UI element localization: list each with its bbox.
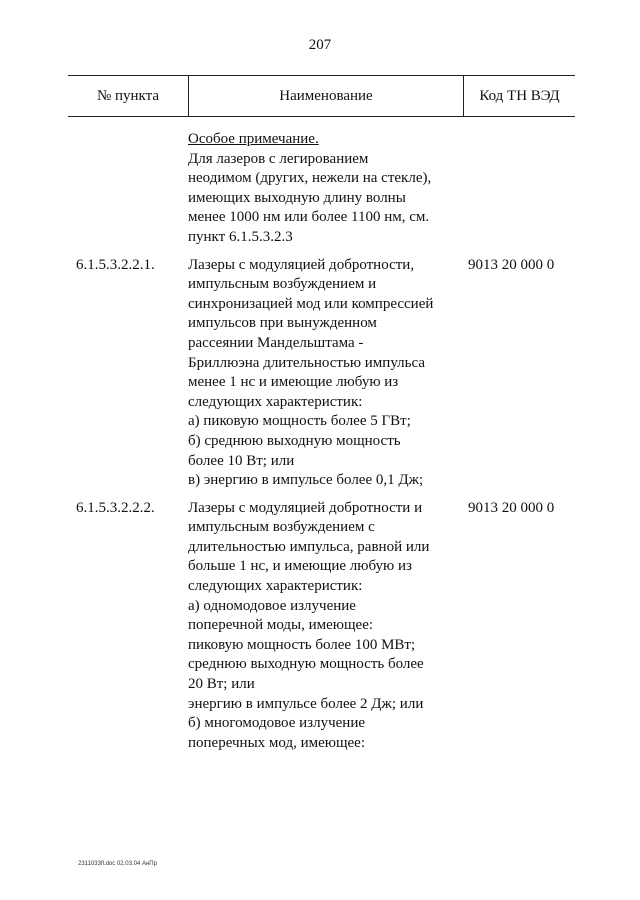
description-line: следующих характеристик: bbox=[188, 393, 363, 410]
note-line: Для лазеров с легированием bbox=[188, 150, 369, 167]
item-code: 9013 20 000 0 bbox=[468, 499, 555, 516]
description-line: б) многомодовое излучение bbox=[188, 715, 366, 732]
description-line: поперечной моды, имеющее: bbox=[188, 617, 374, 634]
special-note bbox=[188, 130, 478, 248]
description-line: следующих характеристик: bbox=[188, 578, 363, 595]
description-line: в) энергию в импульсе более 0,1 Дж; bbox=[188, 472, 424, 489]
table-row bbox=[0, 499, 640, 754]
note-line: имеющих выходную длину волны bbox=[188, 189, 406, 206]
document-body bbox=[0, 130, 640, 753]
header-name: Наименование bbox=[279, 88, 373, 104]
header-item-number: № пункта bbox=[96, 88, 160, 104]
description-line: импульсным возбуждением с bbox=[188, 519, 375, 536]
page-number: 207 bbox=[308, 37, 332, 53]
description-line: среднюю выходную мощность более bbox=[188, 656, 424, 673]
table-row bbox=[0, 256, 640, 491]
item-description bbox=[188, 499, 463, 754]
note-line: неодимом (других, нежели на стекле), bbox=[188, 170, 432, 187]
note-line: менее 1000 нм или более 1100 нм, см. bbox=[188, 209, 430, 226]
description-line: Лазеры с модуляцией добротности, bbox=[188, 256, 415, 273]
description-line: импульсов при вынужденном bbox=[188, 315, 377, 332]
document-footer: 2311033fl.doc 02.03.04 АнПр bbox=[78, 861, 157, 867]
table-header bbox=[68, 75, 575, 117]
item-description bbox=[188, 256, 463, 491]
description-line: импульсным возбуждением и bbox=[188, 276, 377, 293]
header-code: Код ТН ВЭД bbox=[479, 88, 560, 104]
description-line: пиковую мощность более 100 МВт; bbox=[188, 636, 416, 653]
description-line: 20 Вт; или bbox=[188, 676, 255, 693]
description-line: а) пиковую мощность более 5 ГВт; bbox=[188, 413, 411, 430]
description-line: рассеянии Мандельштама - bbox=[188, 334, 364, 351]
description-line: синхронизацией мод или компрессией bbox=[188, 295, 434, 312]
item-number: 6.1.5.3.2.2.1. bbox=[76, 256, 155, 273]
description-line: менее 1 нс и имеющие любую из bbox=[188, 374, 399, 391]
description-line: Лазеры с модуляцией добротности и bbox=[188, 499, 423, 516]
note-line: пункт 6.1.5.3.2.3 bbox=[188, 228, 293, 245]
description-line: Бриллюэна длительностью импульса bbox=[188, 354, 425, 371]
description-line: а) одномодовое излучение bbox=[188, 597, 356, 614]
description-line: поперечных мод, имеющее: bbox=[188, 734, 366, 751]
note-title: Особое примечание. bbox=[188, 131, 319, 147]
description-line: б) среднюю выходную мощность bbox=[188, 432, 401, 449]
description-line: длительностью импульса, равной или bbox=[188, 538, 430, 555]
description-line: больше 1 нс, и имеющие любую из bbox=[188, 558, 412, 575]
description-line: энергию в импульсе более 2 Дж; или bbox=[188, 695, 424, 712]
item-code: 9013 20 000 0 bbox=[468, 256, 555, 273]
description-line: более 10 Вт; или bbox=[188, 452, 295, 469]
item-number: 6.1.5.3.2.2.2. bbox=[76, 499, 155, 516]
